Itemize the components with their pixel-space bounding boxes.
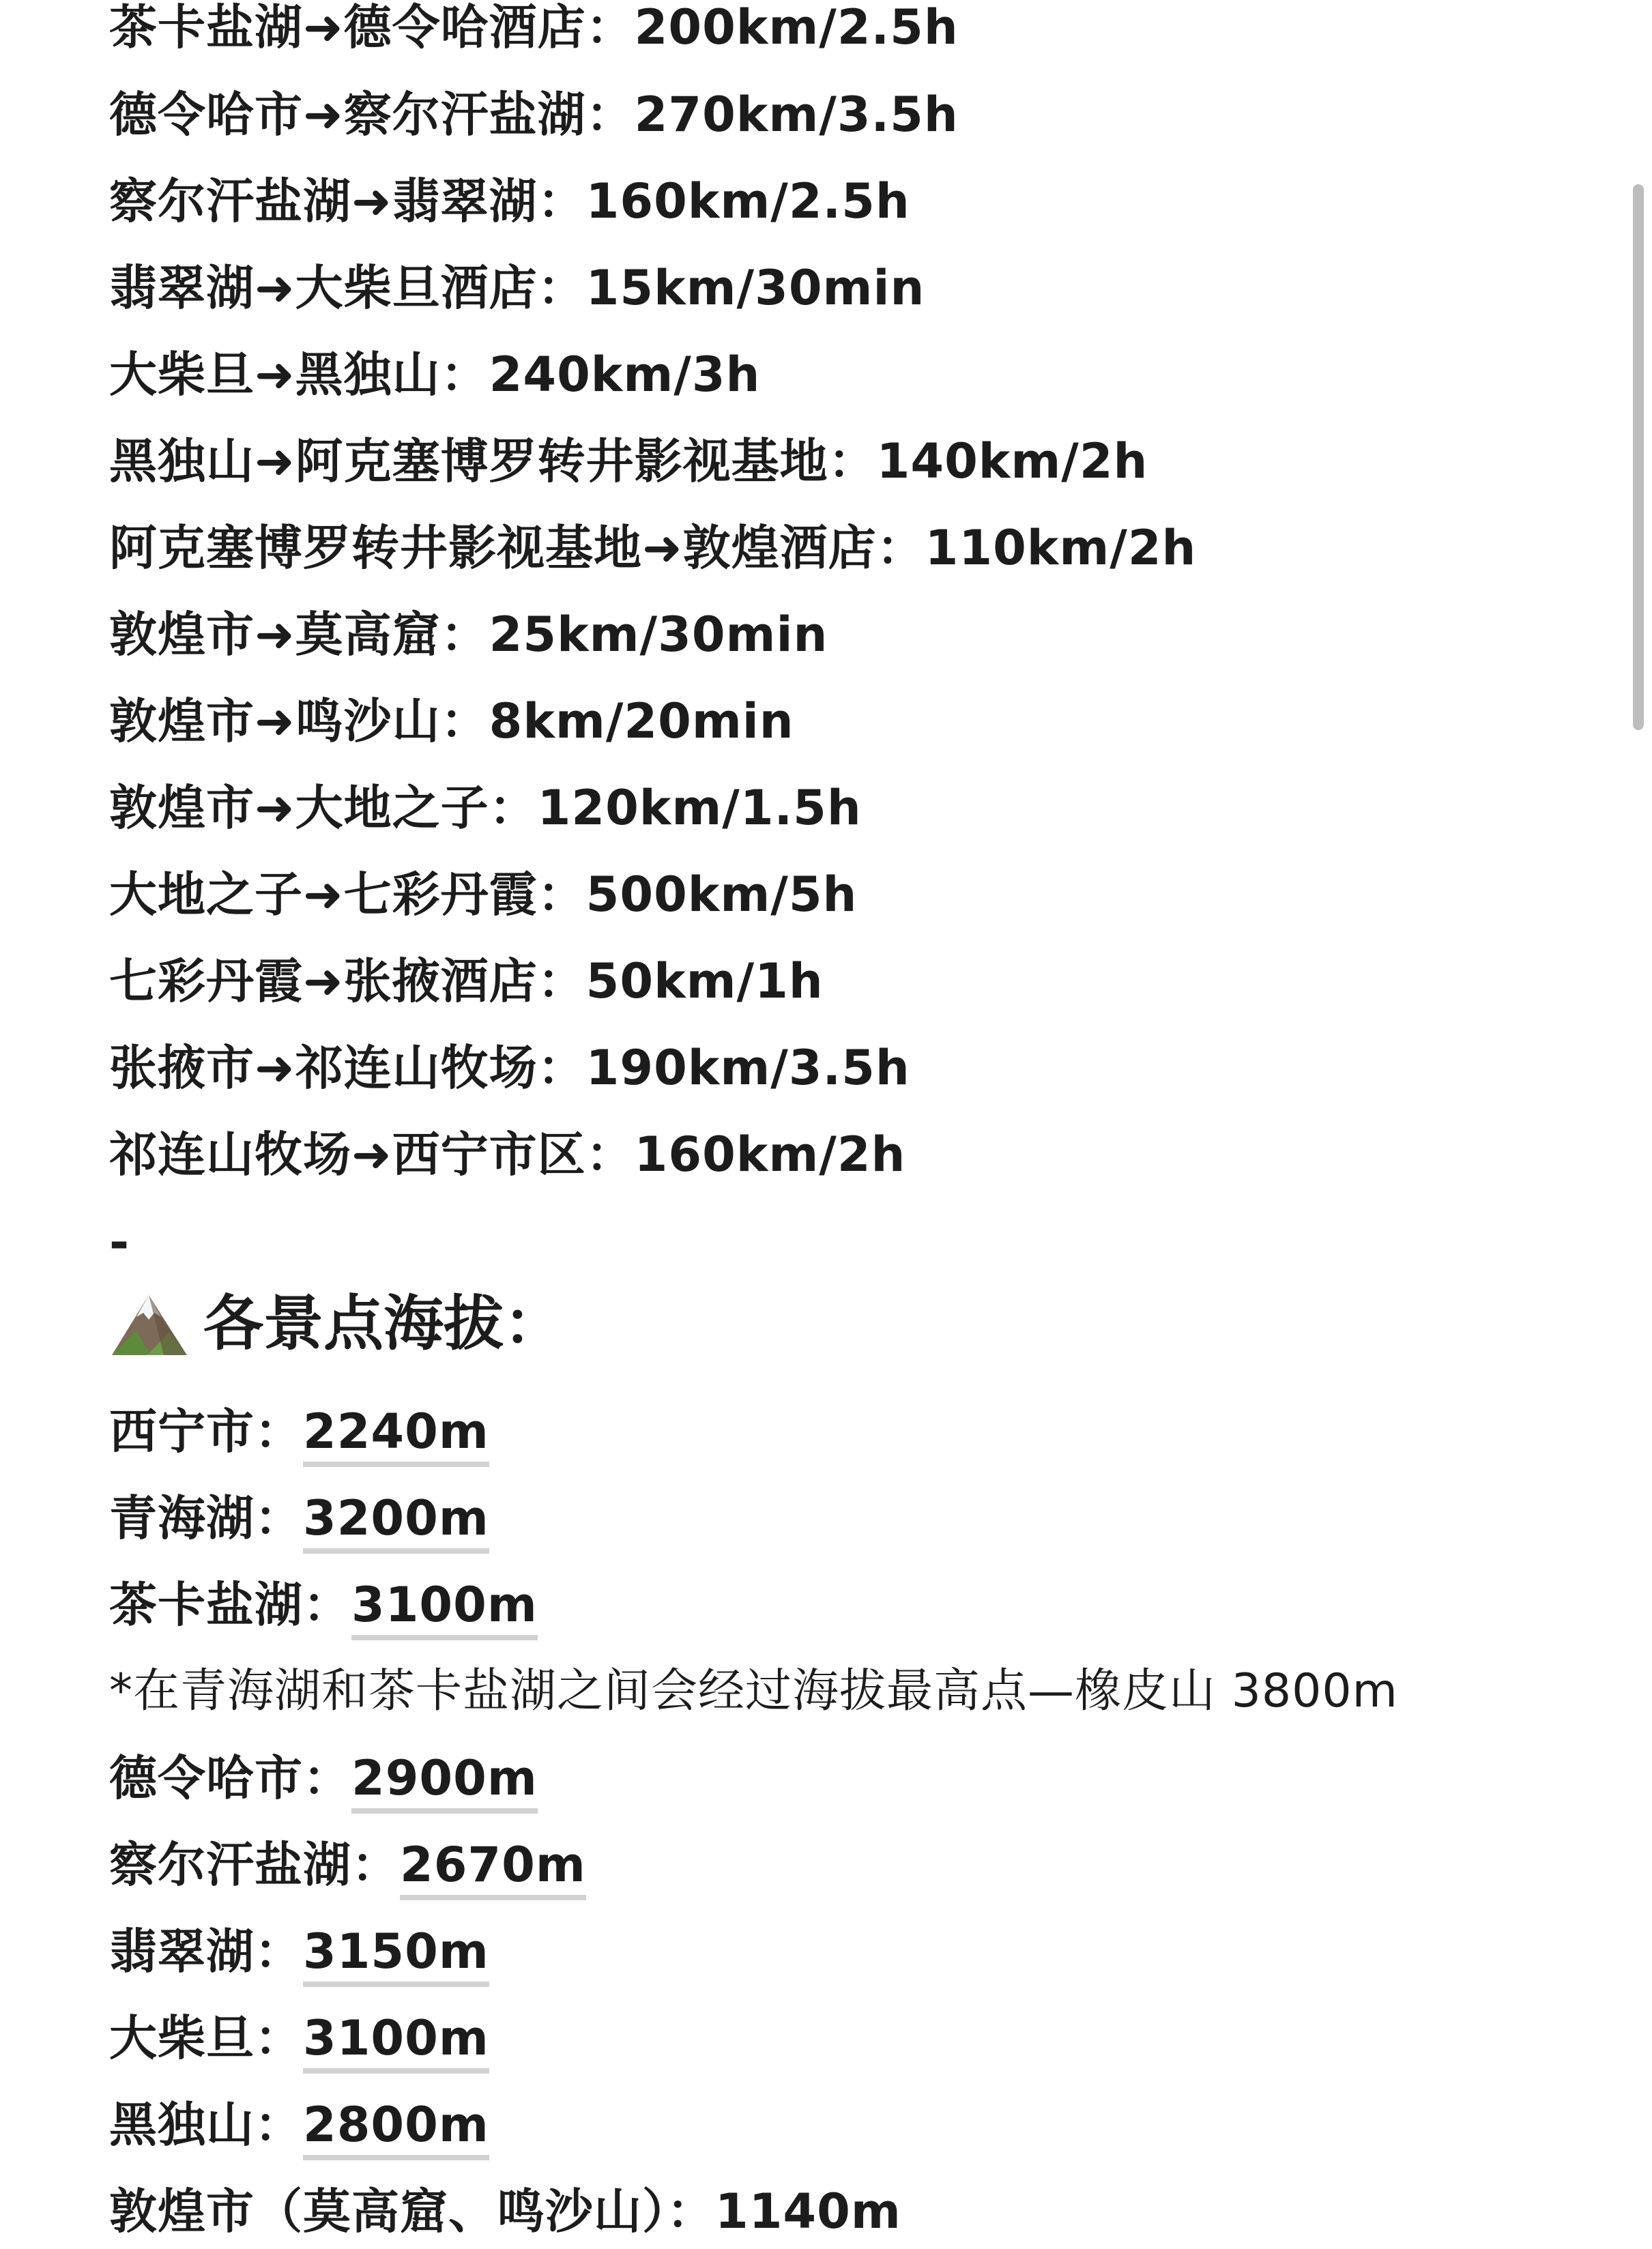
cutoff-altitude-row: 敦煌市（莫高窟、鸣沙山）：1140m (109, 2183, 901, 2239)
route-line: 大柴旦➜黑独山：240km/3h (109, 347, 761, 403)
route-line: 大地之子➜七彩丹霞：500km/5h (109, 867, 858, 923)
altitude-place: 黑独山： (109, 2097, 303, 2153)
altitude-place: 察尔汗盐湖： (109, 1837, 400, 1893)
altitude-value: 3150m (303, 1923, 489, 1987)
altitude-heading (109, 1276, 564, 1372)
route-line: 茶卡盐湖➜德令哈酒店：200km/2.5h (109, 0, 959, 55)
altitude-value: 2240m (303, 1403, 489, 1467)
altitude-place: 西宁市： (109, 1404, 303, 1460)
route-line: 德令哈市➜察尔汗盐湖：270km/3.5h (109, 87, 959, 143)
route-line: 敦煌市➜莫高窟：25km/30min (109, 607, 828, 663)
route-line: 翡翠湖➜大柴旦酒店：15km/30min (109, 260, 925, 316)
altitude-place: 青海湖： (109, 1490, 303, 1546)
altitude-value: 3200m (303, 1490, 489, 1554)
altitude-row (109, 2001, 489, 2076)
altitude-row (109, 1914, 489, 1989)
altitude-row (109, 2087, 489, 2162)
altitude-row (109, 1567, 538, 1642)
altitude-value: 3100m (303, 2009, 489, 2074)
altitude-row (109, 1394, 489, 1469)
route-line: 七彩丹霞➜张掖酒店：50km/1h (109, 953, 824, 1009)
route-line: 阿克塞博罗转井影视基地➜敦煌酒店：110km/2h (109, 520, 1197, 576)
route-line: 察尔汗盐湖➜翡翠湖：160km/2.5h (109, 173, 910, 229)
route-line: 黑独山➜阿克塞博罗转井影视基地：140km/2h (109, 433, 1148, 489)
altitude-place: 大柴旦： (109, 2010, 303, 2066)
altitude-place: 茶卡盐湖： (109, 1577, 351, 1633)
route-line: 敦煌市➜鸣沙山：8km/20min (109, 693, 794, 749)
altitude-row (109, 1741, 538, 1816)
altitude-place: 德令哈市： (109, 1750, 351, 1806)
scrollbar[interactable] (1633, 184, 1644, 730)
route-line: 敦煌市➜大地之子：120km/1.5h (109, 780, 862, 836)
altitude-heading-title: 各景点海拔： (203, 1288, 564, 1359)
separator: - (109, 1215, 130, 1271)
altitude-row (109, 1827, 586, 1902)
altitude-value: 3100m (351, 1576, 538, 1640)
altitude-row (109, 1481, 489, 1556)
altitude-value: 2670m (400, 1836, 586, 1900)
altitude-value: 2900m (351, 1750, 538, 1814)
mountain-icon (109, 1290, 190, 1358)
route-line: 张掖市➜祁连山牧场：190km/3.5h (109, 1040, 910, 1096)
altitude-value: 2800m (303, 2096, 489, 2160)
altitude-place: 翡翠湖： (109, 1924, 303, 1979)
route-line: 祁连山牧场➜西宁市区：160km/2h (109, 1127, 906, 1182)
altitude-note: *在青海湖和茶卡盐湖之间会经过海拔最高点—橡皮山 3800m (109, 1664, 1398, 1718)
